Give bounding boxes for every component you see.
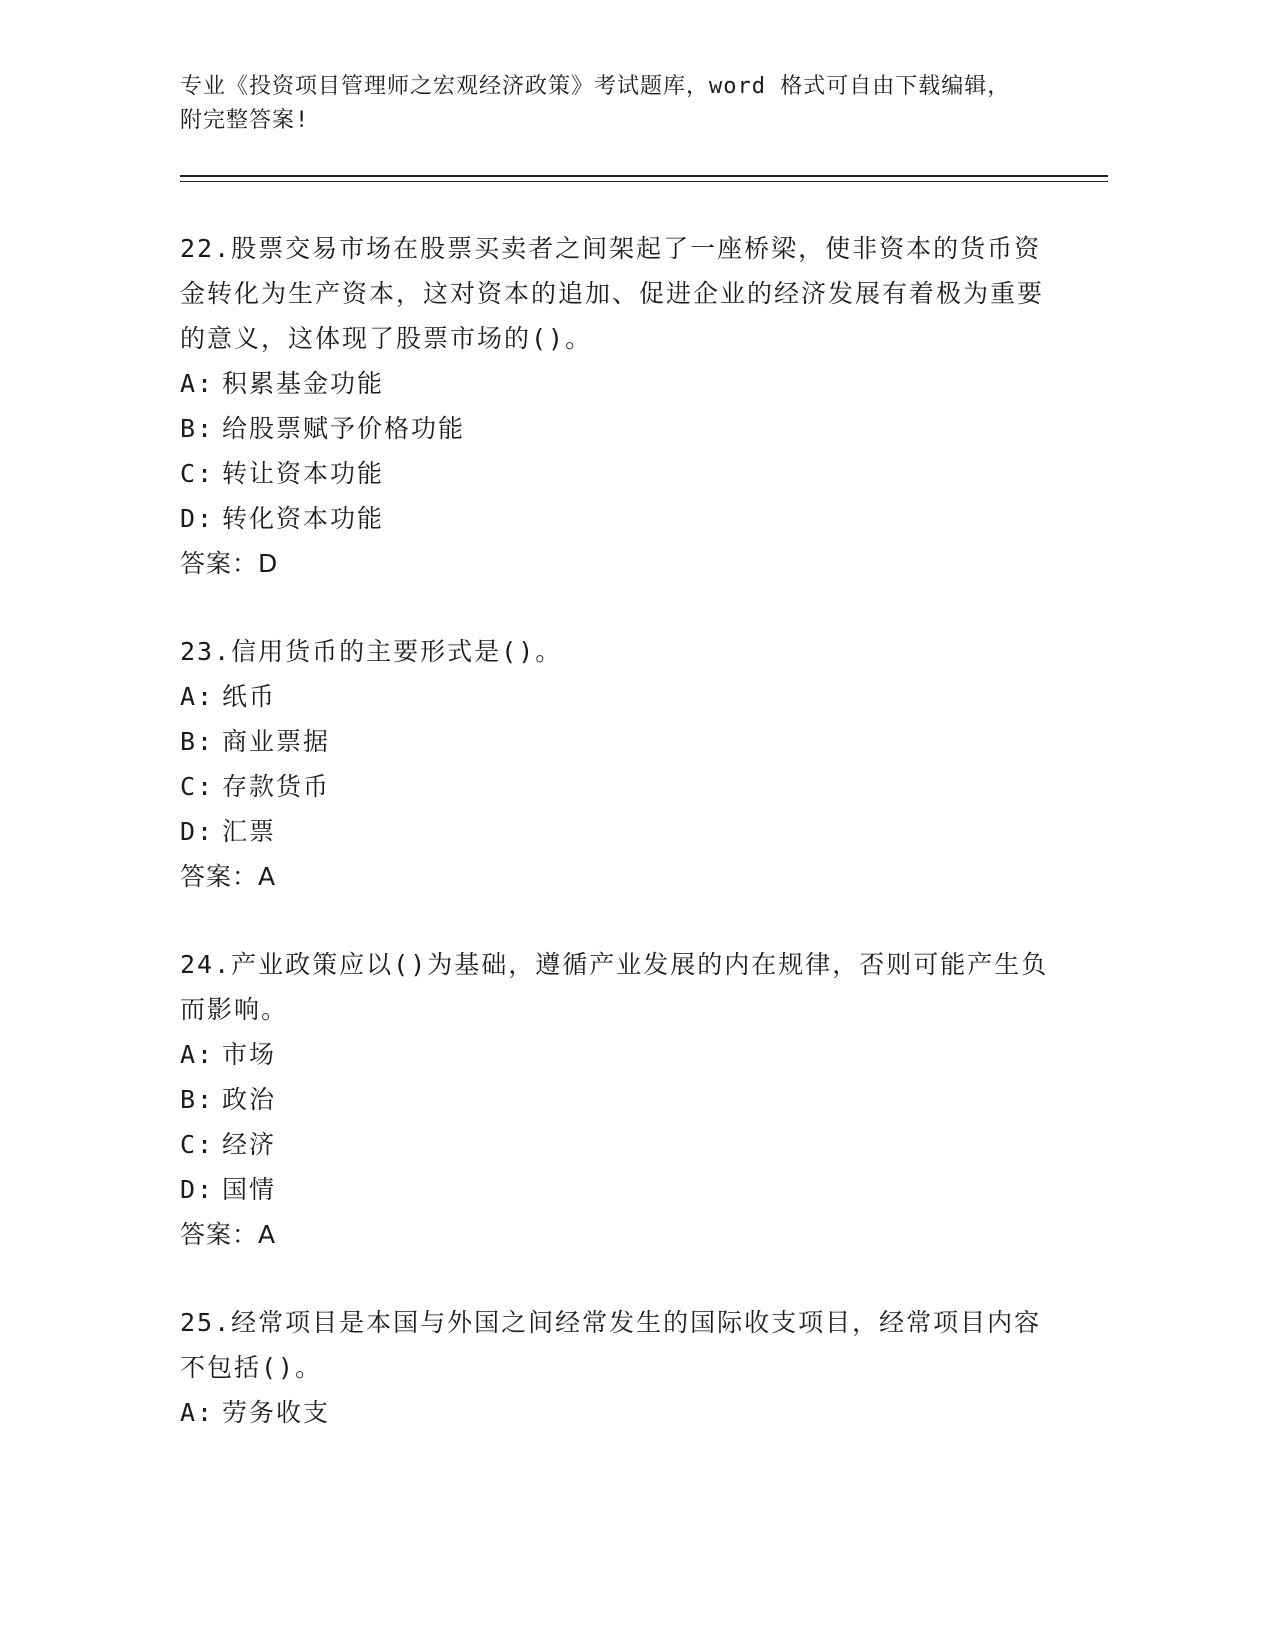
question-24 — [180, 942, 1060, 1257]
document-header — [180, 70, 1060, 138]
option-text: 给股票赋予价格功能 — [222, 414, 466, 443]
option-key: D: — [180, 817, 215, 846]
question-23 — [180, 629, 1060, 899]
option-a — [180, 361, 1060, 406]
question-stem: 22.股票交易市场在股票买卖者之间架起了一座桥梁，使非资本的货币资金转化为生产资本，这对资本的追加、促进企业的经济发展有着极为重要的意义，这体现了股票市场的()。 — [180, 234, 1045, 353]
option-text: 纸币 — [222, 682, 277, 711]
option-key: B: — [180, 1085, 215, 1114]
option-text: 国情 — [222, 1175, 277, 1204]
option-key: C: — [180, 772, 215, 801]
option-text: 劳务收支 — [222, 1398, 331, 1427]
option-c — [180, 764, 1060, 809]
answer-line: 答案：D — [180, 549, 279, 578]
header-line-2: 附完整答案! — [180, 108, 310, 133]
option-b — [180, 1077, 1060, 1122]
option-text: 转让资本功能 — [222, 459, 385, 488]
option-c — [180, 451, 1060, 496]
option-a — [180, 1390, 1060, 1435]
answer-line: 答案：A — [180, 862, 277, 891]
header-line-1: 专业《投资项目管理师之宏观经济政策》考试题库，word 格式可自由下载编辑， — [180, 74, 1011, 99]
option-key: D: — [180, 1175, 215, 1204]
option-text: 积累基金功能 — [222, 369, 385, 398]
option-c — [180, 1122, 1060, 1167]
question-list — [180, 226, 1060, 1478]
option-a — [180, 1032, 1060, 1077]
option-key: C: — [180, 1130, 215, 1159]
option-key: A: — [180, 1040, 215, 1069]
option-a — [180, 674, 1060, 719]
option-text: 存款货币 — [222, 772, 331, 801]
option-d — [180, 496, 1060, 541]
option-key: A: — [180, 682, 215, 711]
option-key: C: — [180, 459, 215, 488]
option-d — [180, 809, 1060, 854]
option-key: A: — [180, 1398, 215, 1427]
header-divider-thin — [180, 181, 1108, 182]
option-text: 政治 — [222, 1085, 277, 1114]
option-text: 转化资本功能 — [222, 504, 385, 533]
option-b — [180, 406, 1060, 451]
question-22 — [180, 226, 1060, 586]
option-key: B: — [180, 727, 215, 756]
option-text: 经济 — [222, 1130, 277, 1159]
option-text: 汇票 — [222, 817, 277, 846]
option-d — [180, 1167, 1060, 1212]
question-stem: 23.信用货币的主要形式是()。 — [180, 637, 563, 666]
option-key: D: — [180, 504, 215, 533]
question-25 — [180, 1300, 1060, 1435]
question-stem: 24.产业政策应以()为基础，遵循产业发展的内在规律，否则可能产生负而影响。 — [180, 950, 1049, 1024]
option-text: 市场 — [222, 1040, 277, 1069]
question-stem: 25.经常项目是本国与外国之间经常发生的国际收支项目，经常项目内容不包括()。 — [180, 1308, 1042, 1382]
option-key: B: — [180, 414, 215, 443]
option-b — [180, 719, 1060, 764]
option-key: A: — [180, 369, 215, 398]
option-text: 商业票据 — [222, 727, 331, 756]
answer-line: 答案：A — [180, 1220, 277, 1249]
header-divider-thick — [180, 175, 1108, 177]
